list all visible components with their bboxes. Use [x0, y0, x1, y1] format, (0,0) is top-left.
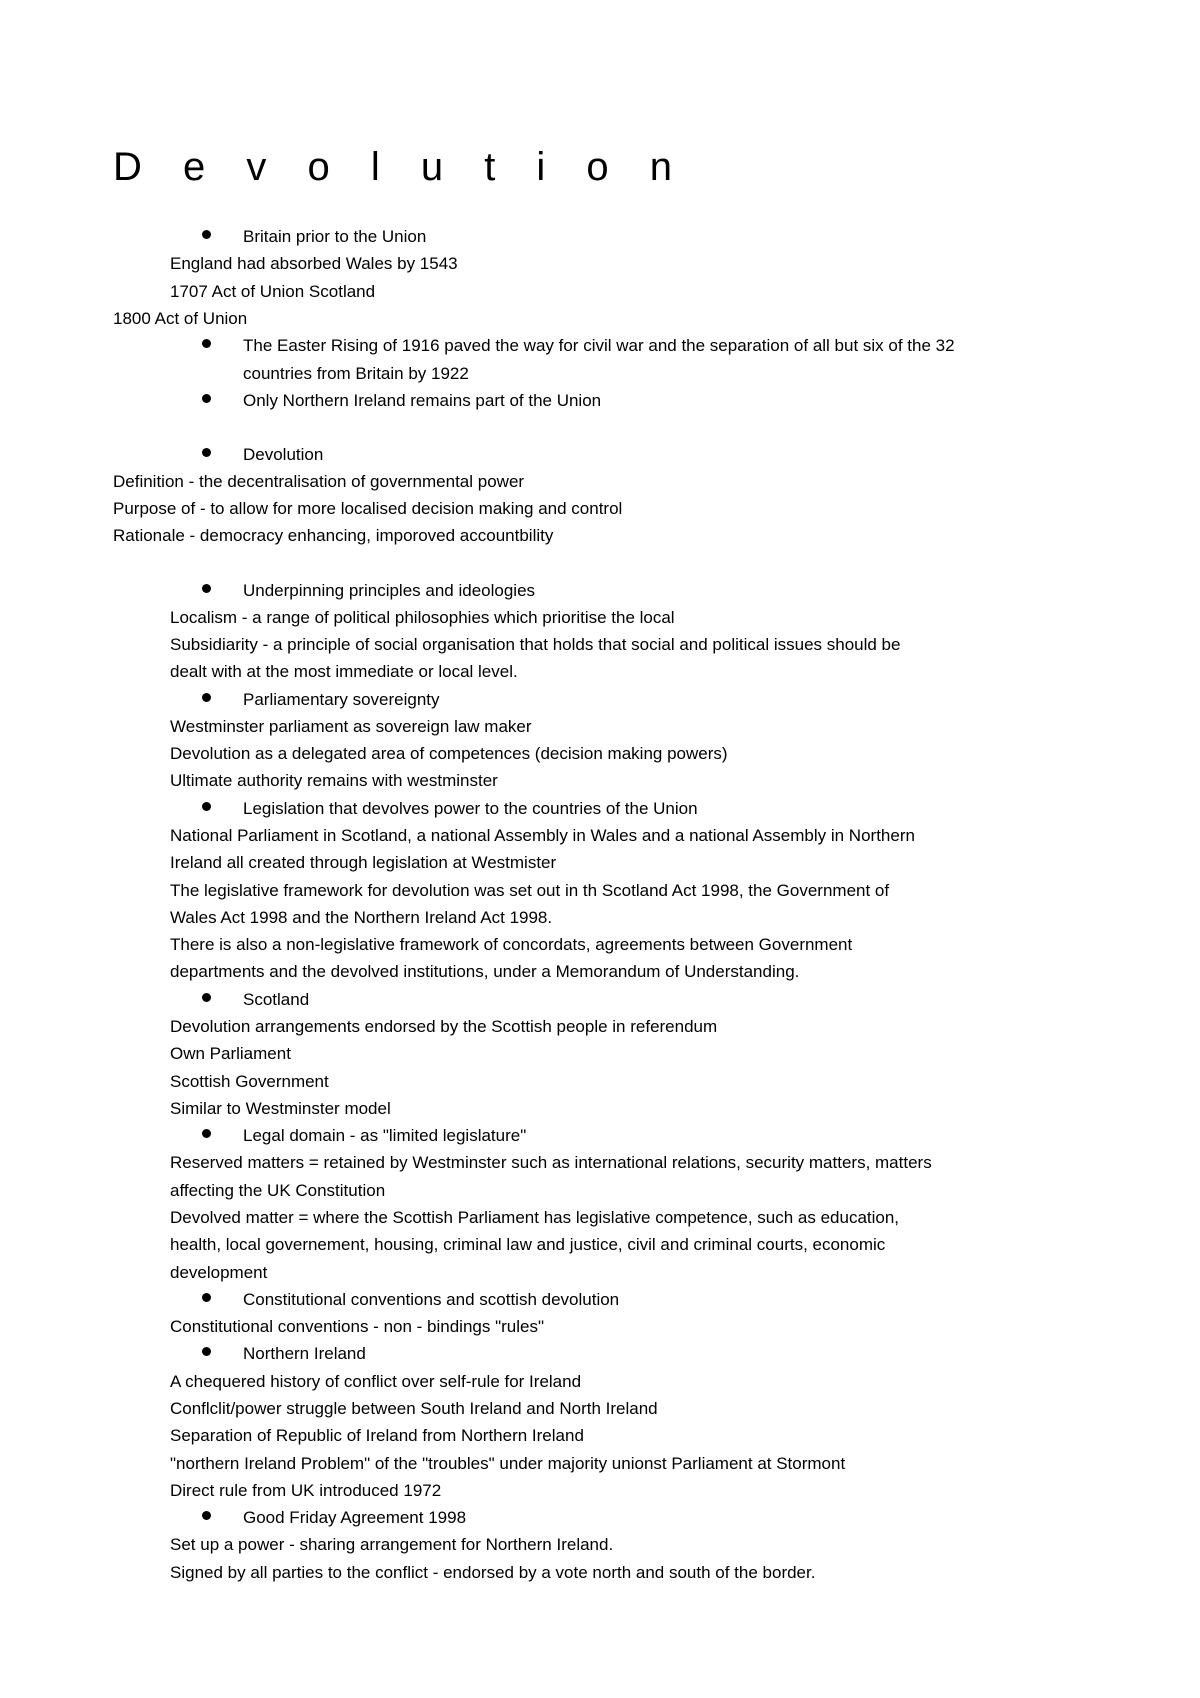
bullet-item: Britain prior to the Union — [243, 227, 427, 246]
bullet-icon — [202, 802, 211, 811]
text-line: National Parliament in Scotland, a national Assembly in Wales and a national Assembly in Northern — [170, 826, 915, 845]
bullet-icon — [202, 693, 211, 702]
text-line: "northern Ireland Problem" of the "troubles" under majority unionst Parliament at Stormont — [170, 1454, 846, 1473]
text-line: Reserved matters = retained by Westminster such as international relations, security matters, matters — [170, 1153, 932, 1172]
text-line: 1800 Act of Union — [113, 309, 248, 328]
bullet-item: Scotland — [243, 990, 310, 1009]
text-line: Direct rule from UK introduced 1972 — [170, 1481, 442, 1500]
bullet-item: Good Friday Agreement 1998 — [243, 1508, 467, 1527]
text-line: Localism - a range of political philosophies which prioritise the local — [170, 608, 675, 627]
bullet-icon — [202, 584, 211, 593]
text-line: health, local governement, housing, criminal law and justice, civil and criminal courts, economic — [170, 1235, 886, 1254]
text-line: 1707 Act of Union Scotland — [170, 282, 376, 301]
bullet-icon — [202, 230, 211, 239]
text-line: countries from Britain by 1922 — [243, 364, 469, 383]
page-title: D e v o l u t i o n — [113, 145, 688, 189]
text-line: England had absorbed Wales by 1543 — [170, 254, 458, 273]
text-line: Similar to Westminster model — [170, 1099, 391, 1118]
text-line: departments and the devolved institutions, under a Memorandum of Understanding. — [170, 962, 800, 981]
text-line: Ultimate authority remains with westminster — [170, 771, 498, 790]
bullet-icon — [202, 339, 211, 348]
bullet-item: The Easter Rising of 1916 paved the way for civil war and the separation of all but six of the 32 — [243, 336, 955, 355]
text-line: Ireland all created through legislation at Westmister — [170, 853, 557, 872]
bullet-icon — [202, 394, 211, 403]
bullet-icon — [202, 1511, 211, 1520]
text-line: Purpose of - to allow for more localised decision making and control — [113, 499, 623, 518]
text-line: Westminster parliament as sovereign law maker — [170, 717, 532, 736]
text-line: Subsidiarity - a principle of social organisation that holds that social and political issues should be — [170, 635, 901, 654]
bullet-item: Underpinning principles and ideologies — [243, 581, 536, 600]
text-line: Constitutional conventions - non - bindings "rules" — [170, 1317, 544, 1336]
text-line: Set up a power - sharing arrangement for Northern Ireland. — [170, 1535, 614, 1554]
text-line: Wales Act 1998 and the Northern Ireland Act 1998. — [170, 908, 553, 927]
bullet-item: Legislation that devolves power to the countries of the Union — [243, 799, 698, 818]
text-line: Scottish Government — [170, 1072, 329, 1091]
text-line: Separation of Republic of Ireland from Northern Ireland — [170, 1426, 584, 1445]
text-line: Definition - the decentralisation of governmental power — [113, 472, 525, 491]
text-line: affecting the UK Constitution — [170, 1181, 386, 1200]
bullet-item: Parliamentary sovereignty — [243, 690, 440, 709]
bullet-icon — [202, 1129, 211, 1138]
bullet-item: Constitutional conventions and scottish devolution — [243, 1290, 620, 1309]
text-line: Devolution as a delegated area of competences (decision making powers) — [170, 744, 728, 763]
text-line: Devolution arrangements endorsed by the Scottish people in referendum — [170, 1017, 718, 1036]
text-line: Own Parliament — [170, 1044, 291, 1063]
text-line: development — [170, 1263, 268, 1282]
text-line: A chequered history of conflict over self-rule for Ireland — [170, 1372, 582, 1391]
bullet-item: Legal domain - as "limited legislature" — [243, 1126, 527, 1145]
bullet-icon — [202, 448, 211, 457]
text-line: Signed by all parties to the conflict - endorsed by a vote north and south of the border. — [170, 1563, 816, 1582]
bullet-item: Devolution — [243, 445, 324, 464]
text-line: Rationale - democracy enhancing, imporoved accountbility — [113, 526, 554, 545]
text-line: Devolved matter = where the Scottish Parliament has legislative competence, such as education, — [170, 1208, 900, 1227]
bullet-icon — [202, 993, 211, 1002]
bullet-icon — [202, 1347, 211, 1356]
bullet-item: Only Northern Ireland remains part of the Union — [243, 391, 602, 410]
text-line: There is also a non-legislative framework of concordats, agreements between Government — [170, 935, 853, 954]
bullet-item: Northern Ireland — [243, 1344, 366, 1363]
text-line: The legislative framework for devolution was set out in th Scotland Act 1998, the Government of — [170, 881, 890, 900]
bullet-icon — [202, 1293, 211, 1302]
text-line: Conflclit/power struggle between South Ireland and North Ireland — [170, 1399, 658, 1418]
text-line: dealt with at the most immediate or local level. — [170, 662, 518, 681]
